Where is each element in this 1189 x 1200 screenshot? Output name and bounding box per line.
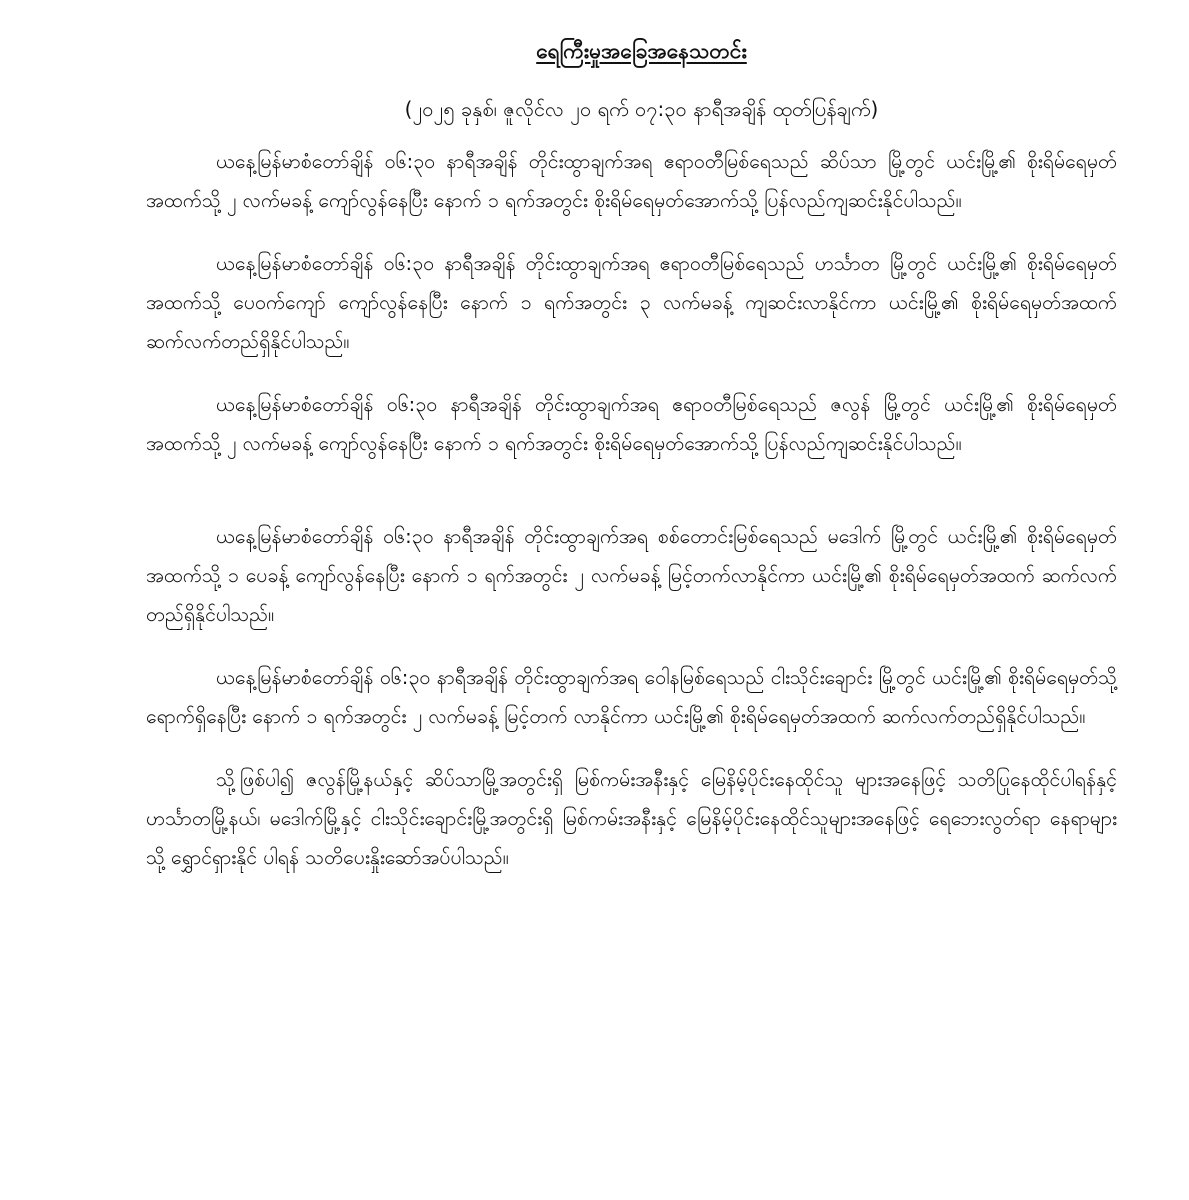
paragraph-ngathaingchaung: ယနေ့မြန်မာစံတော်ချိန် ၀၆:၃၀ နာရီအချိန် တိုင်းထွာချက်အရ ဝေါနမြစ်ရေသည် ငါးသိုင်းချောင်း မြို့တွင် ယင်းမြို့၏ စိုးရိမ်ရေမှတ်သို့ ရောက်ရှိနေပြီး နောက် ၁ ရက်အတွင်း ၂ လက်မခန့် မြင့်တက် လာနိုင်ကာ ယင်းမြို့၏ စိုးရိမ်ရေမှတ်အထက် ဆက်လက်တည်ရှိနိုင်ပါသည်။ [146,666,1117,728]
paragraph-zalun: ယနေ့မြန်မာစံတော်ချိန် ၀၆:၃၀ နာရီအချိန် တိုင်းထွာချက်အရ ဧရာဝတီမြစ်ရေသည် ဇလွန် မြို့တွင် ယင်းမြို့၏ စိုးရိမ်ရေမှတ်အထက်သို့ ၂ လက်မခန့် ကျော်လွန်နေပြီး နောက် ၁ ရက်အတွင်း စိုးရိမ်ရေမှတ်အောက်သို့ ပြန်လည်ကျဆင်းနိုင်ပါသည်။ [146,393,1117,455]
paragraph-hinthada: ယနေ့မြန်မာစံတော်ချိန် ၀၆:၃၀ နာရီအချိန် တိုင်းထွာချက်အရ ဧရာဝတီမြစ်ရေသည် ဟင်္သာတ မြို့တွင် ယင်းမြို့၏ စိုးရိမ်ရေမှတ်အထက်သို့ ပေ၀က်ကျော် ကျော်လွန်နေပြီး နောက် ၁ ရက်အတွင်း ၃ လက်မခန့် ကျဆင်းလာနိုင်ကာ ယင်းမြို့၏ စိုးရိမ်ရေမှတ်အထက် ဆက်လက်တည်ရှိနိုင်ပါသည်။ [146,252,1117,353]
paragraph-warning: သို့ဖြစ်ပါ၍ ဇလွန်မြို့နယ်နှင့် ဆိပ်သာမြို့အတွင်းရှိ မြစ်ကမ်းအနီးနှင့် မြေနိမ့်ပိုင်းနေထိုင်သူ များအနေဖြင့် သတိပြုနေထိုင်ပါရန်နှင့် ဟင်္သာတမြို့နယ်၊ မဒေါက်မြို့နှင့် ငါးသိုင်းချောင်းမြို့အတွင်းရှိ မြစ်ကမ်းအနီးနှင့် မြေနိမ့်ပိုင်းနေထိုင်သူများအနေဖြင့် ရေဘေးလွတ်ရာ နေရာများသို့ ရွှောင်ရှားနိုင် ပါရန် သတိပေးနှိုးဆော်အပ်ပါသည်။ [146,768,1117,869]
paragraph-madauk: ယနေ့မြန်မာစံတော်ချိန် ၀၆:၃၀ နာရီအချိန် တိုင်းထွာချက်အရ စစ်တောင်းမြစ်ရေသည် မဒေါက် မြို့တွင် ယင်းမြို့၏ စိုးရိမ်ရေမှတ်အထက်သို့ ၁ ပေခန့် ကျော်လွန်နေပြီး နောက် ၁ ရက်အတွင်း ၂ လက်မခန့် မြင့်တက်လာနိုင်ကာ ယင်းမြို့၏ စိုးရိမ်ရေမှတ်အထက် ဆက်လက်တည်ရှိနိုင်ပါသည်။ [146,525,1117,626]
release-date-line: (၂၀၂၅ ခုနှစ်၊ ဇူလိုင်လ ၂၀ ရက် ၀၇:၃၀ နာရီအချိန် ထုတ်ပြန်ချက်) [404,97,879,121]
page-title: ရေကြီးမှုအခြေအနေသတင်း [536,39,747,63]
paragraph-seikthar: ယနေ့မြန်မာစံတော်ချိန် ၀၆:၃၀ နာရီအချိန် တိုင်းထွာချက်အရ ဧရာဝတီမြစ်ရေသည် ဆိပ်သာ မြို့တွင် ယင်းမြို့၏ စိုးရိမ်ရေမှတ်အထက်သို့ ၂ လက်မခန့် ကျော်လွန်နေပြီး နောက် ၁ ရက်အတွင်း စိုးရိမ်ရေမှတ်အောက်သို့ ပြန်လည်ကျဆင်းနိုင်ပါသည်။ [146,150,1117,212]
